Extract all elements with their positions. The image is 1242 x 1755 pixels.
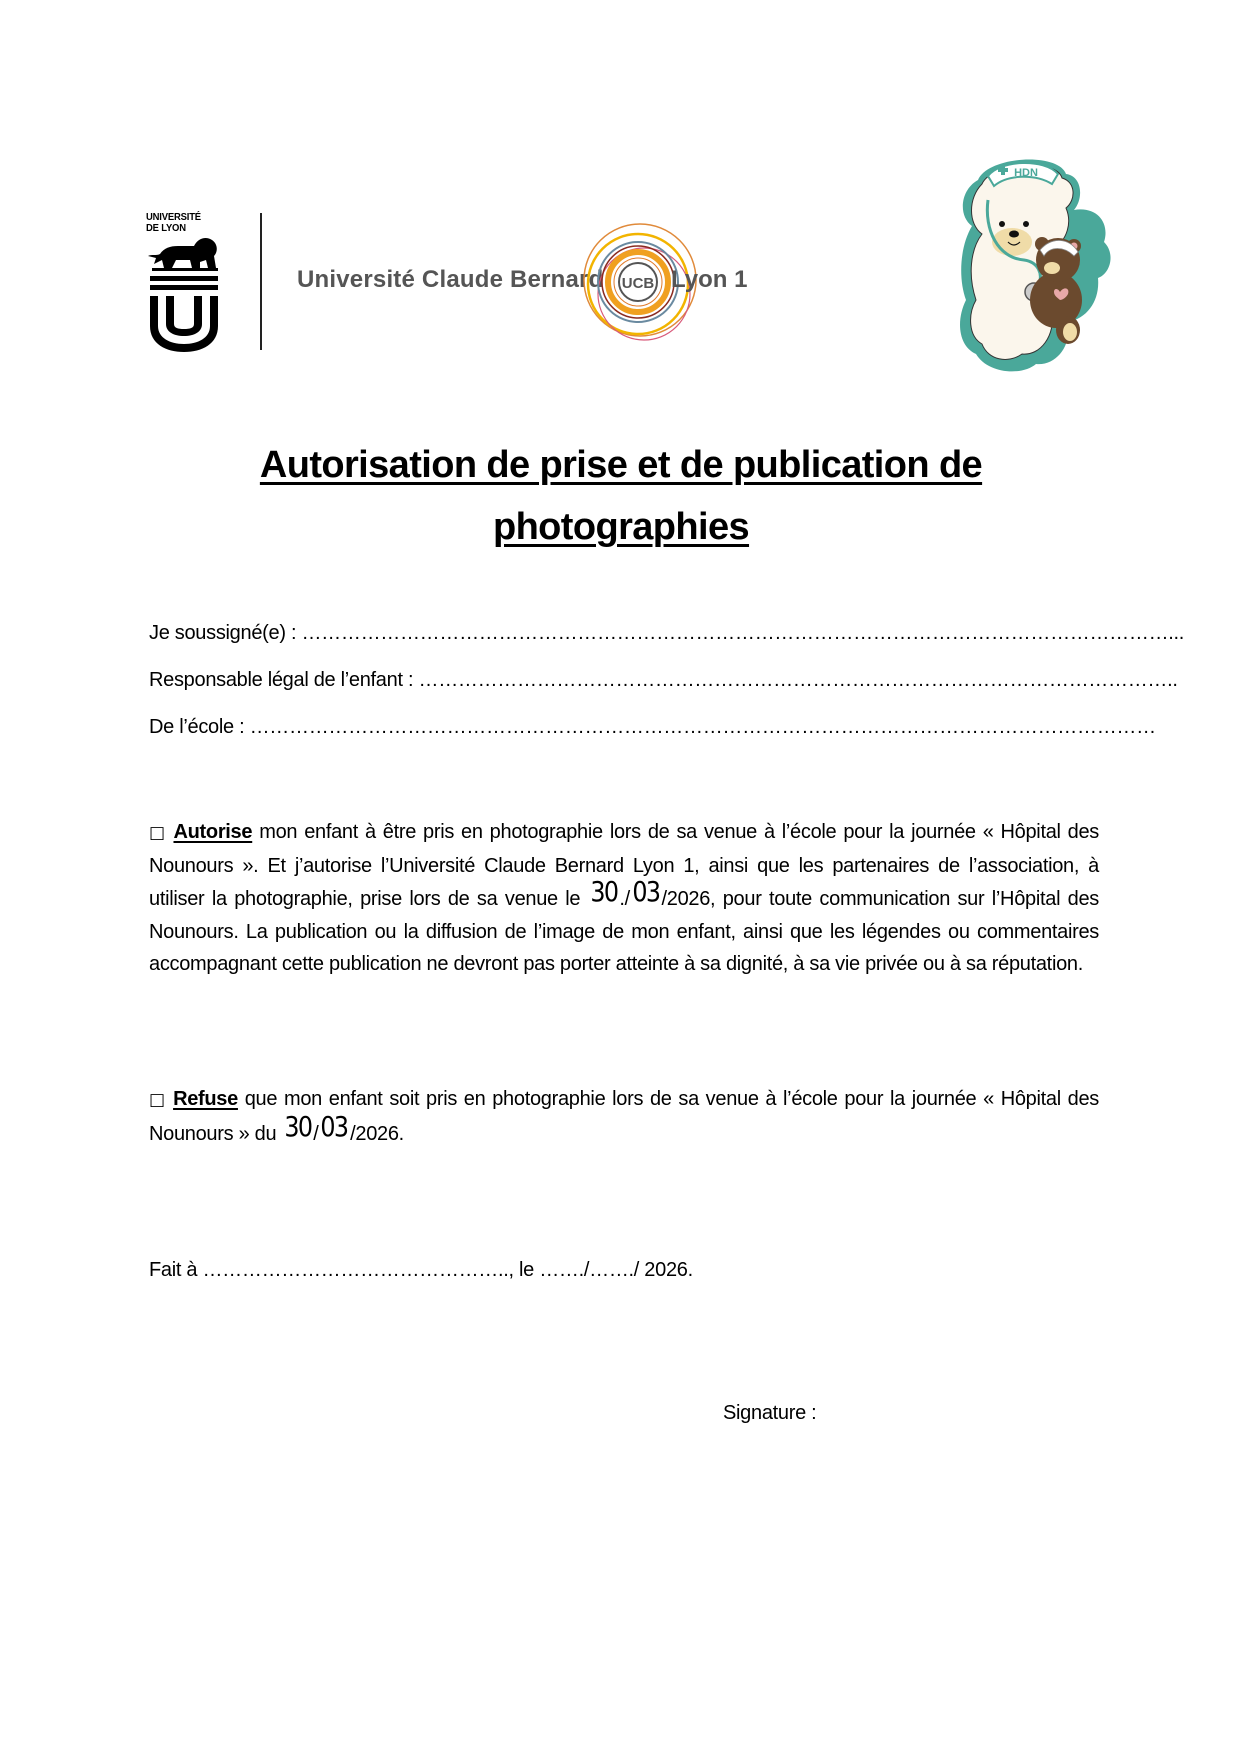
refuse-checkbox[interactable]: □ [149, 1090, 167, 1110]
title-line-2: photographies [492, 506, 750, 548]
refuse-paragraph [149, 1083, 1099, 1150]
refuse-keyword: Refuse [173, 1088, 238, 1110]
refuse-text-b: /2026. [350, 1122, 404, 1145]
title-line-1: Autorisation de prise et de publication de [259, 444, 983, 486]
authorize-text-a: mon enfant à être pris en photographie lors de sa venue à l’école pour la journée « Hôpital des Nounours ». Et j’autorise l’Université Claude Bernard Lyon 1, ainsi que les partenaires de l’association, à utiliser la photographie, prise lors de sa venue le [149, 821, 1099, 910]
udl-logo-line2: DE LYON [146, 222, 186, 234]
bear-cap-text: HDN [1014, 167, 1038, 179]
logo-divider [260, 213, 262, 350]
refuse-date-sep: / [313, 1122, 319, 1145]
refuse-text-a: que mon enfant soit pris en photographie lors de sa venue à l’école pour la journée « Hôpital des Nounours » du [149, 1088, 1099, 1145]
authorize-checkbox[interactable]: □ [149, 823, 167, 843]
refuse-handwritten-month: 03 [320, 1109, 348, 1143]
field-school[interactable] [149, 716, 1156, 739]
universite-de-lyon-logo [146, 212, 222, 352]
teddy-bear-hospital-logo [948, 150, 1118, 382]
refuse-handwritten-day: 30 [283, 1109, 311, 1143]
authorize-handwritten-day: 30 [590, 875, 617, 908]
lion-u-emblem-icon [146, 234, 222, 352]
ucb-emblem-text: UCB [621, 275, 655, 292]
field-legal-guardian-value[interactable]: …………………………………………………………………………………………………….. [418, 669, 1178, 691]
authorize-keyword: Autorise [173, 821, 253, 843]
done-at-line[interactable]: Fait à ……………………………………….., le ……./……./ 2026. [149, 1259, 693, 1281]
field-school-label: De l’école : [149, 716, 245, 738]
field-legal-guardian-label: Responsable légal de l’enfant : [149, 669, 414, 691]
field-signatory-value[interactable]: ……………………………………………………………………………………………………………………... [301, 622, 1185, 644]
field-signatory[interactable] [149, 622, 1184, 645]
udl-logo-line1: UNIVERSITÉ [146, 211, 201, 223]
authorize-paragraph [149, 816, 1099, 981]
ucb-logo-name: Université Claude Bernard [297, 266, 604, 293]
field-legal-guardian[interactable] [149, 669, 1178, 692]
page-title [0, 434, 1242, 558]
field-signatory-label: Je soussigné(e) : [149, 622, 297, 644]
authorize-handwritten-month: 03 [632, 875, 660, 908]
authorize-date-sep: ./ [619, 888, 630, 910]
signature-label: Signature : [723, 1402, 817, 1424]
ucb-logo-suffix: Lyon 1 [671, 266, 748, 293]
authorize-text-b: /2026, pour toute communication sur l’Hôpital des Nounours. La publication ou la diffusion de l’image de mon enfant, ainsi que les légendes ou commentaires accompagnant cette publication ne devront pas porter atteinte à sa dignité, à sa vie privée ou à sa réputation. [149, 888, 1099, 975]
field-school-value[interactable]: ………………………………………………………………………………………………………………………… [249, 716, 1156, 738]
